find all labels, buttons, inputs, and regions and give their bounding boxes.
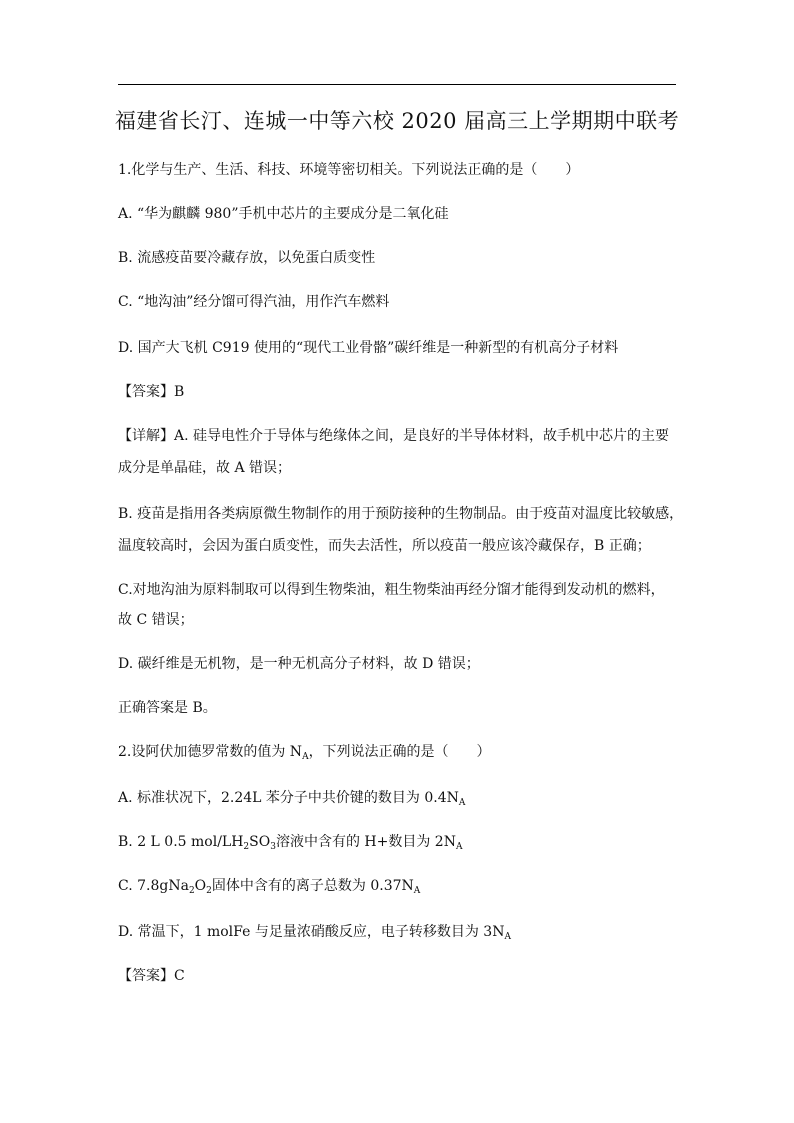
- q1-answer: 【答案】B: [118, 384, 185, 400]
- q1-explanation-line: 温度较高时，会因为蛋白质变性，而失去活性，所以疫苗一般应该冷藏保存，B 正确；: [118, 538, 651, 554]
- q1-explanation-line: 成分是单晶硅，故 A 错误；: [118, 460, 292, 476]
- q1-explanation-line: B. 疫苗是指用各类病原微生物制作的用于预防接种的生物制品。由于疫苗对温度比较敏感，: [118, 506, 684, 522]
- q1-explanation-line: C.对地沟油为原料制取可以得到生物柴油，粗生物柴油再经分馏才能得到发动机的燃料，: [118, 582, 665, 598]
- q1-option-c: C. “地沟油”经分馏可得汽油，用作汽车燃料: [118, 294, 390, 310]
- page-title: 福建省长汀、连城一中等六校 2020 届高三上学期期中联考: [114, 109, 680, 133]
- header-rule: [118, 84, 676, 85]
- q2-answer: 【答案】C: [118, 968, 185, 984]
- q1-explanation-line: 故 C 错误；: [118, 612, 194, 628]
- q1-option-b: B. 流感疫苗要冷藏存放，以免蛋白质变性: [118, 250, 376, 266]
- q2-option-c: C. $7.8gNa_2O_2$固体中含有的离子总数为 $0.37N_A$: [118, 878, 421, 896]
- q1-stem: 1.化学与生产、生活、科技、环境等密切相关。下列说法正确的是（ ）: [118, 162, 580, 178]
- q1-conclusion: 正确答案是 B。: [118, 700, 217, 716]
- q1-explanation-line: D. 碳纤维是无机物，是一种无机高分子材料，故 D 错误；: [118, 656, 480, 672]
- q2-option-a: A. 标准状况下，2.24L 苯分子中共价键的数目为 $0.4N_A$: [118, 790, 466, 808]
- q1-option-a: A. “华为麒麟 980”手机中芯片的主要成分是二氧化硅: [118, 206, 449, 222]
- q2-stem: 2.设阿伏加德罗常数的值为 $N_A$，下列说法正确的是（ ）: [118, 744, 491, 762]
- q2-option-d: D. 常温下，1 molFe 与足量浓硝酸反应，电子转移数目为 $3N_A$: [118, 924, 511, 942]
- q1-explanation-line: 【详解】A. 硅导电性介于导体与绝缘体之间，是良好的半导体材料，故手机中芯片的主要: [118, 428, 670, 444]
- q2-option-b: B. 2 L 0.5 mol/$LH_2SO_3$溶液中含有的 H+数目为 $2N_A$: [118, 834, 463, 852]
- q1-option-d: D. 国产大飞机 C919 使用的“现代工业骨骼”碳纤维是一种新型的有机高分子材料: [118, 340, 619, 356]
